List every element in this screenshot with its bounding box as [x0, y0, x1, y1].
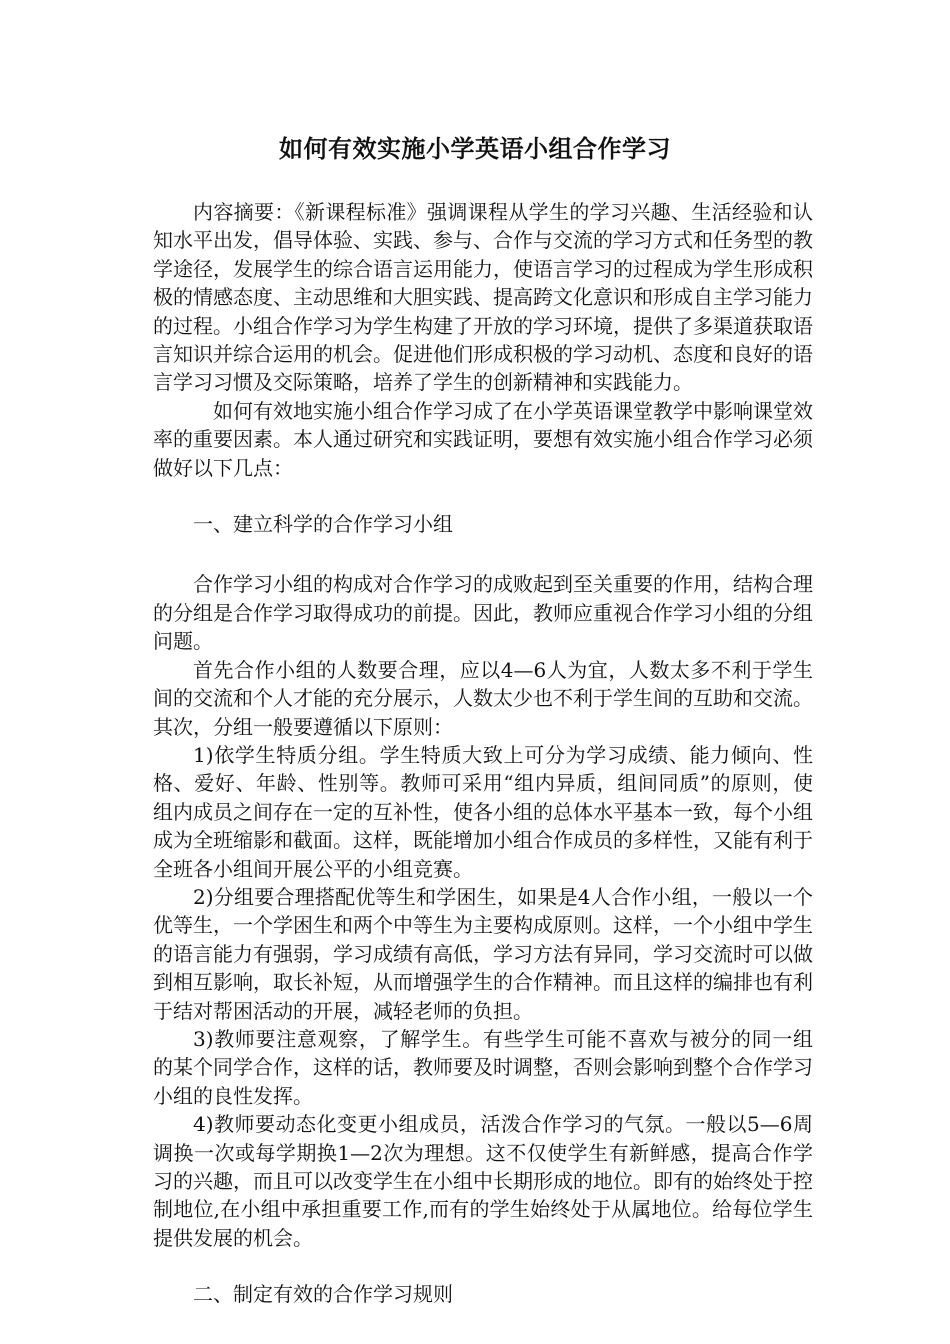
section-heading: 一、建立科学的合作学习小组: [193, 512, 453, 537]
body-paragraph: 合作学习小组的构成对合作学习的成败起到至关重要的作用，结构合理的分组是合作学习取得成功的前提。因此，教师应重视合作学习小组的分组问题。: [153, 572, 813, 654]
list-paragraph: 2)分组要合理搭配优等生和学困生，如果是4人合作小组，一般以一个优等生，一个学困生和两个中等生为主要构成原则。这样，一个小组中学生的语言能力有强弱，学习成绩有高低，学习方法有异同，学习交流时可以做到相互影响，取长补短，从而增强学生的合作精神。而且这样的编排也有利于结对帮困活动的开展，减轻老师的负担。: [153, 884, 813, 1023]
list-paragraph: 4)教师要动态化变更小组成员，活泼合作学习的气氛。一般以5—6周调换一次或每学期换1—2次为理想。这不仅使学生有新鲜感，提高合作学习的兴趣，而且可以改变学生在小组中长期形成的地位。即有的始终处于控制地位,在小组中承担重要工作,而有的学生始终处于从属地位。给每位学生提供发展的机会。: [153, 1112, 813, 1250]
body-paragraph: 首先合作小组的人数要合理，应以4—6人为宜，人数太多不利于学生间的交流和个人才能的充分展示，人数太少也不利于学生间的互助和交流。其次，分组一般要遵循以下原则：: [153, 657, 813, 739]
abstract-paragraph: 内容摘要：《新课程标准》强调课程从学生的学习兴趣、生活经验和认知水平出发，倡导体验、实践、参与、合作与交流的学习方式和任务型的教学途径，发展学生的综合语言运用能力，使语言学习的过程成为学生形成积极的情感态度、主动思维和大胆实践、提高跨文化意识和形成自主学习能力的过程。小组合作学习为学生构建了开放的学习环境，提供了多渠道获取语言知识并综合运用的机会。促进他们形成积极的学习动机、态度和良好的语言学习习惯及交际策略，培养了学生的创新精神和实践能力。: [153, 200, 813, 395]
intro-paragraph: 如何有效地实施小组合作学习成了在小学英语课堂教学中影响课堂效率的重要因素。本人通过研究和实践证明，要想有效实施小组合作学习必须做好以下几点：: [153, 398, 813, 480]
document-body: [153, 198, 813, 1341]
list-paragraph: 3)教师要注意观察，了解学生。有些学生可能不喜欢与被分的同一组的某个同学合作，这样的话，教师要及时调整，否则会影响到整个合作学习小组的良性发挥。: [153, 1026, 813, 1108]
list-paragraph: 1)依学生特质分组。学生特质大致上可分为学习成绩、能力倾向、性格、爱好、年龄、性别等。教师可采用“组内异质，组间同质”的原则，使组内成员之间存在一定的互补性，使各小组的总体水平基本一致，每个小组成为全班缩影和截面。这样，既能增加小组合作成员的多样性，又能有利于全班各小组间开展公平的小组竞赛。: [153, 742, 813, 881]
page-title: 如何有效实施小学英语小组合作学习: [279, 134, 671, 163]
section-heading: 二、制定有效的合作学习规则: [193, 1282, 453, 1307]
